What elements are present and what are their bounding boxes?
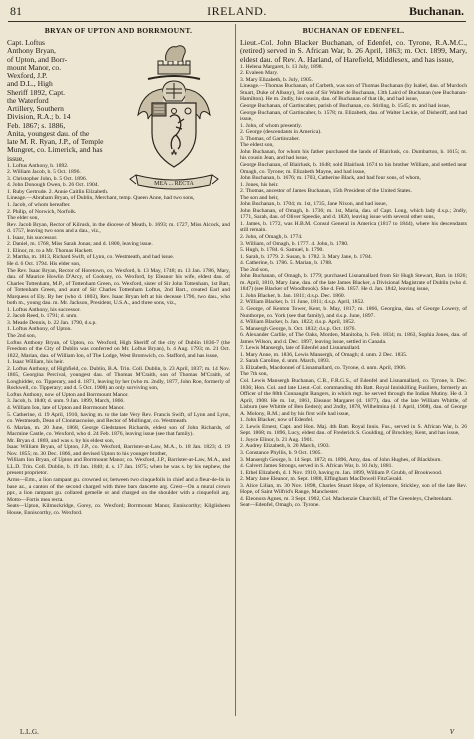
paragraph: 6. Marian, m. 20 June, 1868, George Gledstanes Richards, eldest son of John Richards, of Macmine Castle, co. Wexford, who d. 24 Feb. 1876, leaving issue (see that family). [7, 424, 230, 438]
right-entry-title: BUCHANAN OF EDENFEL. [302, 26, 405, 35]
paragraph: Seats—Upton, Kilmuckridge, Gorey, co. Wexford; Borrmount Manor, Enniscorthy; Kilglisheen House, Enniscorthy, co. Wexford. [7, 503, 230, 516]
paragraph: 3. Constance Phyllis, b. 9 Oct. 1905. [240, 450, 322, 457]
paragraph: He d. 6 Oct. 1794. His elder son, [7, 260, 81, 267]
paragraph: 1. Jacob, of whom hereafter. [7, 202, 71, 209]
paragraph: The 2nd son, [7, 332, 37, 339]
paragraph: 3. Elizabeth, Macdonnel of Lisnamallard, co. Tyrone, d. unm. April, 1906. [240, 364, 407, 371]
header-rule [8, 21, 466, 22]
paragraph: 3. Christopher John, b. 5 Oct. 1896. [7, 175, 88, 182]
paragraph: 1. Isaac, his successor. [7, 234, 58, 241]
paragraph: 4. William Ion, late of Upton and Borrmount Manor. [7, 404, 125, 411]
paragraph: 2. Audrey Elizabeth, b. 26 March, 1903. [240, 443, 330, 450]
paragraph: 2. Loftus Anthony, of Highfield, co. Dublin, B.A. Trin. Coll. Dublin, b. 23 April, 1837; m. 14 Nov. 1865, Georgina Percival, youngest dau. of Thomas M'Craith, son of Thomas M'Craith, of Longhidder, co. Tipperary, and d. 1871, leaving by her (who m. 2ndly, 1877, John Roe, formerly of Rockwell, co. Tipperary; and d. 5 Oct. 1908) an only surviving son, [7, 365, 230, 392]
header-family-title: Buchanan. [408, 4, 464, 18]
coat-of-arms [118, 39, 230, 191]
footer-signature: L.L.G. [20, 728, 39, 736]
paragraph: The 7th son, [240, 371, 268, 378]
paragraph: 2. Daniel, m. 1768, Miss Sarah Jonas; and d. 1800, leaving issue. [7, 241, 153, 248]
paragraph: 1. John Blacker, b. Jan. 1811; d.s.p. Dec. 1860. [240, 292, 346, 299]
paragraph: 1. Ruby Gertrude. 2. Annie Caitlin Elizabeth. [7, 188, 109, 195]
paragraph: 5. Hugh, b. 1784. 6. Samuel, b. 1790. [240, 247, 324, 254]
paragraph: George Buchanan, of Gartincaber, parish of Buchanan, co. Stirling, b. 1545; m. and had issue, [240, 103, 451, 110]
paragraph: 1. Loftus Anthony, b. 1892. [7, 162, 69, 169]
paragraph: 1. Sarah, b. 1779. 2. Susan, b. 1782. 3. Mary Jane, b. 1784. [240, 253, 373, 260]
intro-line: mount Manor, co. [7, 62, 62, 72]
intro-line: Capt. Loftus [7, 38, 45, 47]
paragraph: 1. James, b. 1772, was H.B.M. Consul General in America (1817 to 1844), where his descendants still remain. [240, 220, 467, 234]
paragraph: 6. Alexander Carlile, of The Oaks, Morden, Manitoba, b. Feb. 1834; m. 1863, Sophia Jones, dau. of James Wilson, and d. Dec. 1897, leaving issue, settled in Canada. [240, 332, 467, 345]
paragraph: 2. Martha, m. 1813, Richard Swift, of Lynn, co. Westmeath, and had issue. [7, 254, 175, 261]
paragraph: 1. John Blacker, now of Edenfel. [240, 417, 314, 424]
paragraph: 3. Alice Lilian, m. 30 Nov. 1898, Charles Stuart Hope, of Kylemore, Stickley, son of the late Rev. Hope, of Saint Wilfrid's Range, Manchester. [240, 482, 467, 496]
footer-mark: V [449, 728, 454, 736]
paragraph: 1. Elinor, m. to a Mr. Thomas Hackett. [7, 247, 94, 254]
intro-line: Artillery, Southern [7, 104, 64, 113]
paragraph: 2. William Blacker, b. 11 June, 1811; d.s.p. April, 1852. [240, 299, 365, 306]
paragraph: John Buchanan, of Omagh, b. 1736; m. 1st, Maria, dau. of Capt. Long, which lady d.s.p.; 2ndly, 1771, Sarah, dau. of Oliver Speedie, and d. 1820, leaving issue with several other sons, [240, 207, 467, 221]
paragraph: 4. Eleonora Agnes, m. 3 Sept. 1902, Col. Mackenzie Churchill, of The Greenleys, Cheltenham. [240, 495, 453, 502]
intro-line: of Upton, and Borr- [7, 54, 68, 64]
paragraph: The son and heir, [240, 194, 279, 201]
right-entry-body [240, 64, 467, 509]
paragraph: 3. Meade Dennis, b. 22 Jan. 1790, d.s.p. [7, 319, 97, 326]
paragraph: 5. Catherine, d. 19 April, 1910, having m. to the late Very Rev. Francis Swift, of Lynn and Lynn, co. Westmeath, Dean of Clonmacnoise, and Rector of Mullingar, co. Westmeath. [7, 411, 230, 425]
right-entry-intro: Lieut.-Col. John Blacker Buchanan, of Edenfel, co. Tyrone, R.A.M.C., (retired) served in S. African War, b. 26 April, 1863; m. Oct. 1899, Mary, eldest dau. of Rev. A. Harland, of Harefield, Middlesex, and has issue, [240, 38, 467, 64]
paragraph: 2. Mary Jane Eleanor, m. Sept. 1888, Effingham MacDowell FitzGerald. [240, 476, 403, 483]
paragraph: The Rev. Isaac Bryan, Rector of Horetown, co. Wexford, b. 13 May, 1748; m. 13 Jan. 1786, Mary, dau. of Maurice Howlin D'Arcy, of Cooksey, co. Wexford, by Eleanor his wife, eldest dau. of Charles Tottenham, M.P., of Tottenham Green, co. Wexford, sister of Sir John Tottenham, 1st Bart, of Tottenham Green, and aunt of Sir Charles Tottenham Loftus, 2nd Bart., created Earl and Marquess of Ely. By her (who d. 1803), Rev. Isaac Bryan left at his decease 1796, two dau., who both m., young dau. m. Mr. Jackson, President, U.S.A., and three sons, viz., [7, 267, 230, 307]
paragraph: 1. Joyce Elinor, b. 21 Aug. 1901. [240, 436, 314, 443]
paragraph: 2. Evaleen Mary. [240, 70, 279, 77]
paragraph: John Buchanan, for whom his father purchased the lands of Blairlusk, co. Dumbarton, b. 1615; m. his cousin Jean, and had issue, [240, 148, 467, 162]
page-footer [20, 724, 454, 736]
intro-line: issue, [7, 153, 25, 163]
paragraph: 1. John, of whom presently. [240, 122, 302, 129]
paragraph: 7. Lewis Mansergh, late of Edenfel and Lisnamallard. [240, 345, 361, 352]
paragraph: 3. William, of Omagh, b. 1777. 4. John, b. 1780. [240, 240, 349, 247]
left-column [7, 24, 230, 516]
paragraph: 1. Helena Margaret, b. 13 July, 1898. [240, 63, 323, 70]
paragraph: George Buchanan, of Gartincaber, b. 1578; m. Elizabeth, dau. of Walter Leckie, of Disheriff, and had issue, [240, 109, 467, 123]
left-entry-body [7, 163, 230, 517]
paragraph: John Buchanan, b. 1676; m. 1703, Catherine Black, and had four sons, of whom, [240, 175, 421, 182]
paragraph: Isaac William Bryan, of Upton, J.P., co. Wexford, Barrister-at-Law, M.A., b. 18 Jan. 1823; d. 19 Nov. 1855; m. 30 Dec. 1866, and devised Upton to his younger brother, [7, 444, 230, 457]
intro-line: late M. R. Ryan, J.P., of Temple [7, 137, 104, 146]
paragraph: Rev. Jacob Bryan, Rector of Kilrush, in the diocese of Meath, b. 1693; m. 1727, Miss Alcock, and d. 1757, leaving two sons and a dau., viz., [7, 221, 230, 235]
paragraph: 5. Mansergh George, b. Oct. 1832; d.s.p. Oct. 1876. [240, 325, 356, 332]
paragraph: 2. William Jacob, b. 5 Oct. 1896. [7, 169, 81, 176]
running-header [10, 4, 464, 20]
paragraph: Mr. Bryan d. 1869, and was s. by his eldest son, [7, 437, 115, 444]
intro-line: and D.L., High [7, 79, 53, 89]
coat-of-arms-icon [118, 39, 230, 191]
intro-line: Wexford, J.P. [7, 71, 48, 80]
paragraph: 1. Mary Anne, m. 1836, Lewis Mansergh, of Omagh; d. unm. 2 Dec. 1835. [240, 351, 408, 358]
paragraph: 1. Jones, his heir. [240, 181, 279, 188]
column-divider [235, 24, 236, 716]
right-column [240, 24, 467, 509]
paragraph: Lineage.—Thomas Buchanan, of Carbeth, was son of Thomas Buchanan (by Isabel, dau. of Murdoch Stuart, Duke of Albany), 3rd son of Sir Walter de Buchanan, 13th Laird of Buchanan (see Buchanan-Hamilton). He m. 2ndly, his cousin, dau. of Buchanan of that ilk, and had issue, [240, 83, 468, 103]
paragraph: 3. George, of Kenton Tower, Kent, b. May, 1817; m. 1866, Georgina, dau. of George Lowery, of Nunthorpe, co. York (see that family), and d.s.p. June, 1897. [240, 305, 467, 319]
paragraph: 2. Lewis Ernest, Capt. and Hon. Maj. 4th Batt. Royal Innis. Fus., served in S. African War, b. 26 Sept. 1868; m. 1896, Lucy, eldest dau. of Frederick S. Goulding, of Brockley, Kent, and has issue, [240, 423, 467, 437]
paragraph: 1. Isaac William, his heir. [7, 359, 64, 366]
intro-line: Feb. 1867; s. 1886, [7, 120, 66, 130]
paragraph: 2. Thomas, ancestor of James Buchanan, 15th President of the United States. [240, 188, 412, 195]
header-country-title: IRELAND. [207, 4, 267, 18]
paragraph: 4. John Donough Owen, b. 26 Oct. 1904. [7, 182, 99, 189]
paragraph: The elder son, [7, 215, 39, 222]
paragraph: 4. Calvert James Strongs, served in S. African War, b. 10 July, 1881. [240, 463, 393, 470]
paragraph: John Buchanan, of Omagh, b. 1779; purchased Lisnamallard from Sir Hugh Stewart, Bart. in 1826; m. April, 1810, Mary Jane, dau. of the late James Blacker, a Divisional Magistrate of Dublin (who d. 1847) (see Blacker of Woodbrook). She d. Feb. 1857. He d. Jan. 1842, leaving issue, [240, 273, 467, 293]
paragraph: 2. Sarah Caroline, d. unm. March, 1893. [240, 358, 331, 365]
intro-line: Division, R.A.; b. 14 [7, 112, 71, 122]
paragraph: John Buchanan, b. 1704; m. 1st, 1735, Jane Nixon, and had issue, [240, 201, 387, 208]
intro-line: Anthony Bryan, [7, 46, 56, 56]
paragraph: Lineage.—Abraham Bryan, of Dublin, Merchant, temp. Queen Anne, had two sons, [7, 195, 195, 202]
paragraph: 1. Loftus Anthony, of Upton. [7, 326, 72, 333]
paragraph: Loftus Anthony Bryan, of Upton, co. Wexford, High Sheriff of the city of Dublin 1836-7 (the Freedom of the City of Dublin was conferred on Mr. Loftus Bryan), b. 4 Aug. 1793; m. 21 Oct. 1822, Marian, dau. of William Ion, of The Lodge, West Bromwich, co. Stafford, and has issue, [7, 339, 230, 359]
paragraph: George Buchanan, of Blairlusk, b. 1648; sold Blairlusk 1674 to his brother William, and settled near Omagh, co. Tyrone; m. Elizabeth Mayne, and had issue, [240, 161, 467, 175]
paragraph: 2. Philip, of Norwich, Norfolk. [7, 208, 77, 215]
paragraph: 3. Jacob, b. 1840; d. unm. 9 Jan. 1899, March, 1866. [7, 398, 125, 405]
paragraph: Arms—Erm., a lion rampant gu. crowned or, between two cinquefoils in chief and a fleur-de-lis in base az., a canton of the second charged with three bars dancette arg. Crest—On a mural crown ppr., a lion rampant gu. collared gemelle or and charged on the shoulder with a cinquefoil arg. Motto—Fortis mea recta. [7, 477, 230, 503]
paragraph: Loftus Anthony, now of Upton and Borrmount Manor. [7, 391, 129, 398]
paragraph: 2. George (descendants in America). [240, 129, 322, 136]
intro-line: Mungret, co. Limerick, and has [7, 145, 103, 155]
paragraph: 3. Mary Elizabeth, b. July, 1905. [240, 76, 313, 83]
intro-line: the Waterford [7, 95, 49, 105]
paragraph: 2. John, of Omagh, b. 1774. [240, 233, 303, 240]
paragraph: Seat—Edenfel, Omagh, co. Tyrone. [240, 502, 320, 509]
paragraph: William Ion Bryan, of Upton and Borrmount Manor, co. Wexford, J.P., Barrister-at-Law, M.A., and LL.D. Trin. Coll. Dublin, b. 19 Jan. 1840; d. s. 17 Jan. 1875; when he was s. by his nephew, the present proprietor. [7, 457, 230, 477]
paragraph: Col. Lewis Mansergh Buchanan, C.B., F.R.G.S., of Edenfel and Lisnamallard, co. Tyrone, b. Dec. 1836; Hon. Col. and late Lieut.-Col. commanding 4th Batt. Royal Inniskilling Fusiliers, formerly an Officer of the 88th Connaught Rangers, in which regt. he served through the Indian Mutiny. He d. 3 April, 1908. He m. 1st, 1861, Eleanor Margaret (d. 1877), dau. of the late William Whittle, of Lisburn (see Whittle of Ben Eeden); and 2ndly, 1878, Wilhelmina (d. 1 April, 1908), dau. of George A. Molony, R.M.; and by his first wife had issue, [240, 378, 467, 417]
left-entry-title: BRYAN OF UPTON AND BORRMOUNT. [44, 26, 193, 35]
paragraph: 3. Thomas, of Gartincaber. [240, 135, 300, 142]
intro-line: Anita, youngest dau. of the [7, 128, 90, 138]
intro-line: Sheriff 1892, Capt. [7, 87, 66, 97]
paragraph: The 2nd son, [240, 266, 270, 273]
paragraph: 2. Jacob Reed, b. 1791; d. unm. [7, 313, 78, 320]
paragraph: 4. William Blacker, b. Jan. 1822; d.s.p. April, 1852. [240, 319, 356, 326]
motto-text: MEA ... RECTA [154, 181, 194, 187]
paragraph: 4. Catherine, b. 1786. 5. Marian, b. 1788. [240, 260, 333, 267]
paragraph: 1. Ethel Elizabeth, d. 1 Nov. 1910, having m. Jan. 1899, William P. Grubb, of Brookwood. [240, 469, 443, 476]
paragraph: 1. Loftus Anthony, his successor. [7, 306, 81, 313]
paragraph: The eldest son, [240, 142, 274, 149]
page-number: 81 [10, 4, 22, 18]
paragraph: 3. Mansergh George, b. 14 Sept. 1872; m. 1896, Amy, dau. of John Hughes, of Blackburn. [240, 456, 442, 463]
